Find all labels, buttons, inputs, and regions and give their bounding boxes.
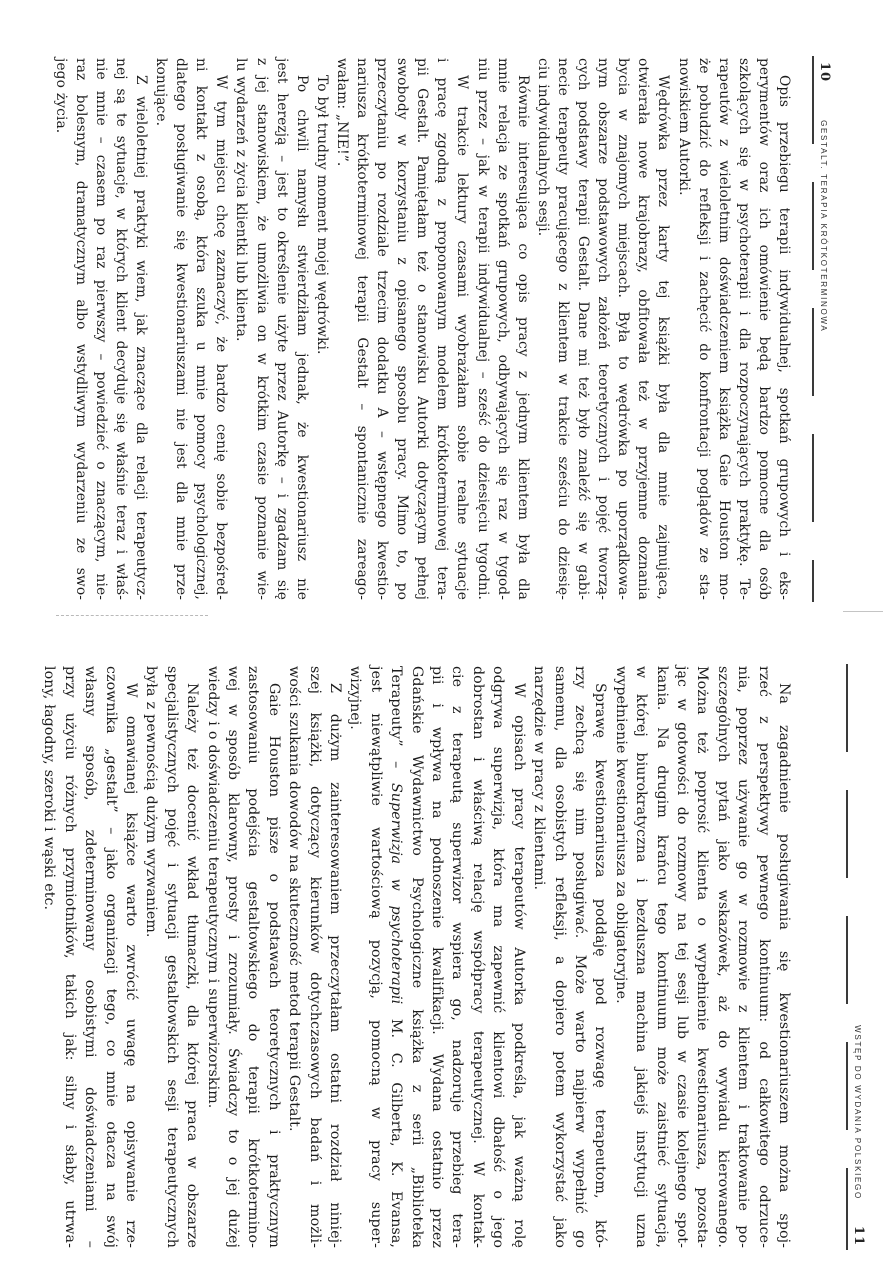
- text-line: Należy też docenić wkład tłumaczki, dla której praca w obszarze: [184, 683, 201, 1248]
- text-line: W tym miejscu chcę zaznaczyć, że bardzo cenię sobie bezpośred-: [213, 75, 230, 600]
- text-line: lu wydarzeń z życia klientki lub klienta.: [233, 58, 250, 342]
- text-line: Na zagadnienie posługiwania się kwestionariuszem można spoj-: [776, 683, 792, 1248]
- text-line: że pobudzić do refleksji i zachęcić do konfrontacji poglądów ze sta-: [695, 58, 712, 600]
- running-head: [851, 662, 868, 1252]
- text-line: wałam: „NIE!”.: [333, 58, 350, 167]
- text-line: była z pewnością dużym wyzwaniem.: [143, 666, 160, 938]
- text-line: przeczytaniu po rozdziale trzecim dodatku A – wstępnego kwestio-: [374, 58, 391, 600]
- text-line: nym obszarze podstawowych założeń teoretycznych i pojęć tworzą-: [595, 58, 612, 600]
- text-line: Gdańskie Wydawnictwo Psychologiczne książka z serii „Biblioteka: [408, 666, 425, 1248]
- text-line: ni kontakt z osobą, która szuka u mnie pomocy psychologicznej,: [193, 58, 210, 600]
- text-line: necie terapeuty pracującego z klientem w trakcie sześciu do dziesię-: [554, 58, 571, 600]
- running-head-rule: [846, 664, 848, 1250]
- text-line: samemu, dla osobistych refleksji, a dopiero potem wykorzystać jako: [551, 666, 568, 1248]
- text-line: Można też poprosić klienta o wypełnienie kwestionariusza, pozosta-: [694, 666, 711, 1248]
- page-number: 10: [817, 62, 832, 83]
- page-body: [51, 54, 794, 604]
- text-line: specjalistycznych pojęć i sytuacji gestaltowskich sesji terapeutycznych: [163, 666, 180, 1248]
- text-line: Opis przebiegu terapii indywidualnej, spotkań grupowych i eks-: [776, 75, 792, 600]
- text-line: pii Gestalt. Pamiętałam też o stanowisku Autorki dotyczącym pełnej: [414, 58, 431, 600]
- running-title: WSTĘP DO WYDANIA POLSKIEGO: [853, 1025, 862, 1200]
- text-line: odgrywa superwizja, która ma zapewnić klientowi dbałość o jego: [490, 666, 507, 1248]
- text-line: rzy zechcą się nim posługiwać. Może warto najpierw wypełnić go: [571, 666, 588, 1248]
- text-line: nie mnie – czasem po raz pierwszy – powiedzieć o znaczącym, nie-: [92, 58, 109, 600]
- page-number: 11: [851, 1225, 866, 1246]
- text-line: jest niewątpliwie wartościową pozycją, pomocną w pracy super-: [367, 666, 384, 1248]
- text-line: W opisach pracy terapeutów Autorka podkreśla, jak ważną rolę: [510, 683, 527, 1248]
- text-line: Po chwili namysłu stwierdziłam jednak, że kwestionariusz nie: [293, 75, 310, 600]
- text-line: własny sposób, zdeterminowany osobistymi doświadczeniami –: [82, 666, 99, 1248]
- text-line: w której biurokratyczna i bezduszna machina jakiejś instytucji uzna: [633, 666, 650, 1248]
- text-line: W trakcie lektury czasami wyobrażałam sobie realne sytuacje: [454, 75, 471, 600]
- text-line: jąc w gotowości do rozmowy na tej sesji lub w czasie kolejnego spot-: [673, 666, 690, 1248]
- text-line: Gaie Houston pisze o podstawach teoretycznych i praktycznym: [265, 683, 282, 1248]
- text-line: Sprawę kwestionariusza poddaję pod rozwagę terapeutom, któ-: [592, 683, 609, 1248]
- text-line: mnie relacja ze spotkań grupowych, odbywających się raz w tygod-: [494, 58, 511, 600]
- page-body: [39, 662, 794, 1252]
- text-line: konujące.: [153, 58, 170, 127]
- text-line: jest herezją – jest to określenie użyte przez Autorkę – i zgadzam się: [273, 58, 290, 600]
- text-line: szkolących się w psychoterapii i dla rozpoczynających praktykę. Te-: [735, 58, 752, 600]
- running-head-rule: [812, 56, 814, 602]
- text-line: wiedzy i o doświadczeniu terapeutycznym i superwizorskim.: [204, 666, 221, 1109]
- text-line: Terapeuty” – Superwizja w psychoterapii M. C. Gilberta, K. Evansa,: [388, 666, 405, 1249]
- text-line: Równie interesująca co opis pracy z jednym klientem była dla: [514, 75, 531, 600]
- text-line: rapeutów z wieloletnim doświadczeniem książka Gaie Houston mo-: [715, 58, 732, 600]
- text-line: niu przez – jak w terapii indywidualnej – sześć do dziesięciu tygodni.: [474, 58, 491, 600]
- text-line: rzeć z perspektywy pewnego kontinuum: od całkowitego odrzuce-: [755, 666, 772, 1248]
- text-line: z jej stanowiskiem, że umożliwia on w krótkim czasie poznanie wie-: [253, 58, 270, 600]
- text-line: zastosowaniu podejścia gestaltowskiego do terapii krótkotermino-: [245, 666, 262, 1248]
- text-line: cych podstawy terapii Gestalt. Dane mi też było znaleźć się w gabi-: [575, 58, 592, 600]
- text-line: przy użyciu różnych przymiotników, takich jak: silny i słaby, utrwa-: [61, 666, 78, 1248]
- text-line: nariusza krótkoterminowej terapii Gestalt – spontanicznie zareago-: [354, 58, 371, 600]
- text-line: W omawianej książce warto zwrócić uwagę na opisywanie rze-: [123, 683, 139, 1248]
- text-line: wizyjnej.: [347, 666, 364, 730]
- text-line: perymentów oraz ich omówienie będą bardzo pomocne dla osób: [755, 58, 772, 600]
- text-line: pii i wpływa na podnoszenie kwalifikacji. Wydana ostatnio przez: [429, 666, 446, 1248]
- scan-fold-artifact: [843, 611, 883, 612]
- text-line: i pracę zgodną z proponowanym modelem krótkoterminowej tera-: [434, 58, 451, 600]
- running-title: GESTALT. TERAPIA KRÓTKOTERMINOWA: [819, 120, 828, 333]
- text-line: nej są te sytuacje, w których klient decyduje się właśnie teraz i właś-: [112, 58, 129, 600]
- text-line: Z wieloletniej praktyki wiem, jak znaczące dla relacji terapeutycz-: [133, 75, 149, 600]
- text-line: wości szukania dowodów na skuteczność metod terapii Gestalt.: [286, 666, 303, 1132]
- text-line: nia, poprzez używanie go w rozmowie z klientem i traktowanie po-: [735, 666, 752, 1248]
- text-line: nowiskiem Autorki.: [675, 58, 692, 196]
- scan-fold-artifact: [56, 615, 208, 616]
- running-head: [817, 54, 840, 604]
- text-line: narzędzie w pracy z klientami.: [531, 666, 548, 891]
- text-line: dobrostan i właściwą relację współpracy terapeutycznej. W kontak-: [469, 666, 486, 1248]
- text-line: cie z terapeutą superwizor wspiera go, nadzoruje przebieg tera-: [449, 666, 466, 1248]
- text-line: swobody w korzystaniu z opisanego sposobu pracy. Mimo to, po: [394, 58, 411, 600]
- page-11-scan: [38, 662, 868, 1252]
- text-line: dlatego posługiwanie się kwestionariuszami nie jest dla mnie prze-: [173, 58, 190, 600]
- text-line: wypełnienie kwestionariusza za obligatoryjne.: [612, 666, 629, 1004]
- text-line: kania. Na drugim krańcu tego kontinuum może zaistnieć sytuacja,: [653, 666, 670, 1248]
- text-line: Wędrówka przez karty tej książki była dla mnie zajmująca,: [655, 75, 672, 600]
- text-line: szej książki, dotyczący kierunków dotychczasowych badań i możli-: [306, 666, 323, 1248]
- text-line: wej w sposób klarowny, prosty i zrozumiały. Świadczy to o jej dużej: [225, 666, 242, 1248]
- text-line: bycia w znajomych miejscach. Była to wędrówka po uporządkowa-: [615, 58, 632, 600]
- text-line: ciu indywidualnych sesji.: [534, 58, 551, 237]
- text-line: czownika „gestalt” – jako organizacji tego, co mnie otacza na swój: [102, 666, 119, 1248]
- text-line: Z dużym zainteresowaniem przeczytałam ostatni rozdział niniej-: [327, 683, 344, 1248]
- text-line: lony, łagodny, szeroki i wąski etc.: [41, 666, 58, 911]
- text-line: To był trudny moment mojej wędrówki.: [313, 75, 330, 355]
- text-line: otwierała nowe krajobrazy, obfitowała też w przyjemne doznania: [635, 58, 652, 600]
- text-line: raz bolesnym, dramatycznym albo wstydliwym wydarzeniu ze swo-: [72, 58, 89, 600]
- text-line: jego życia.: [52, 58, 69, 134]
- page-10-scan: [48, 54, 840, 604]
- text-line: szczególnych pytań jako wskazówek, aż do wywiadu kierowanego.: [714, 666, 731, 1248]
